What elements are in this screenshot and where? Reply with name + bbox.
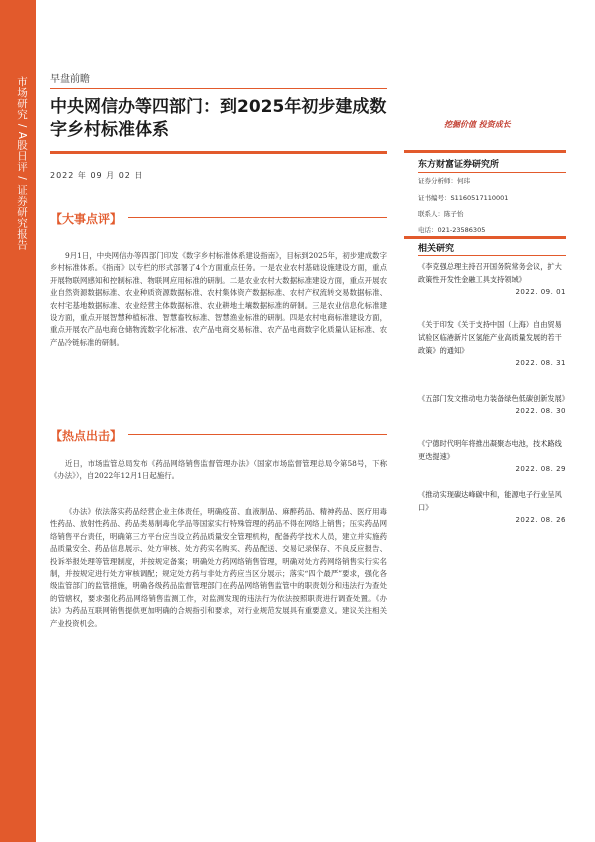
divider-thick [50, 151, 387, 154]
related-research-title: 相关研究 [418, 244, 455, 254]
section-body-events [50, 250, 387, 349]
related-item-title[interactable]: 《李克强总理主持召开国务院常务会议，扩大政策性开发性金融工具支持领域》 [418, 262, 562, 284]
related-item[interactable] [418, 318, 566, 369]
section-heading-text: 【大事点评】 [50, 210, 128, 227]
report-label: 早盘前瞻 [50, 74, 90, 85]
related-item-date: 2022. 08. 31 [515, 359, 566, 367]
contact-person: 联系人：陈子怡 [418, 210, 464, 218]
related-item-title[interactable]: 《宁德时代明年将推出凝聚态电池，技术路线更迭提速》 [418, 439, 562, 461]
phone: 电话：021-23586305 [418, 226, 486, 234]
related-item[interactable] [418, 392, 569, 417]
divider [418, 255, 566, 256]
analyst: 证券分析师：何玮 [418, 177, 470, 185]
cert-number: 证书编号：S1160517110001 [418, 194, 509, 202]
paragraph: 近日，市场监管总局发布《药品网络销售监督管理办法》（国家市场监督管理总局令第58号，下称《办法》），自2022年12月1日起施行。 [50, 459, 387, 481]
report-date: 2022 年 09 月 02 日 [50, 171, 144, 180]
section-body-hotspot-1 [50, 458, 387, 483]
section-body-hotspot-2 [50, 506, 387, 630]
section-heading-hotspot [50, 427, 387, 443]
related-item-date: 2022. 08. 30 [515, 407, 566, 415]
divider [50, 88, 387, 89]
org-name: 东方财富证券研究所 [418, 160, 500, 170]
slogan: 挖掘价值 投资成长 [444, 120, 511, 129]
related-item-title[interactable]: 《五部门发文推动电力装备绿色低碳创新发展》 [418, 394, 569, 403]
side-band [0, 0, 36, 842]
related-item-title[interactable]: 《关于印发《关于支持中国（上海）自由贸易试验区临港新片区氢能产业高质量发展的若干政策》的通知》 [418, 320, 562, 355]
paragraph: 9月1日，中央网信办等四部门印发《数字乡村标准体系建设指南》，目标到2025年，初步建成数字乡村标准体系。《指南》以专栏的形式部署了4个方面重点任务。一是农业农村基础设施建设方面，重点开展物联网感知和控制标准、物联网应用标准的研制。二是农业农村大数据标准建设方面，重点开展农业自然资源数据标准、农业种质资源数据标准、农村集体资产数据标准、农村产权流转交易数据标准、农村宅基地数据标准、农业经营主体数据标准、农业耕地土壤数据标准的研制。三是农业信息化标准建设方面，重点开展智慧种植标准、智慧畜牧标准、智慧渔业标准的研制。四是农村电商标准建设方面，重点开展农产品电商仓储物流数字化标准、农产品电商交易标准、农产品电商数字化质量认证标准、农产品冷链标准的研制。 [50, 251, 387, 347]
related-item[interactable] [418, 488, 566, 526]
paragraph: 《办法》依法落实药品经营企业主体责任，明确疫苗、血液制品、麻醉药品、精神药品、医疗用毒性药品、放射性药品、药品类易制毒化学品等国家实行特殊管理的药品不得在网络上销售；压实药品网络销售平台责任，明确第三方平台应当设立药品质量安全管理机构，配备药学技术人员，建立并实施药品质量安全、药品信息展示、处方审核、处方药实名购买、药品配送、交易记录保存、不良反应报告、投诉举报处理等管理制度，并按规定备案；明确处方药网络销售管理，明确对处方药网络销售实行实名制，并按规定进行处方审核调配；规定处方药与非处方药应当区分展示；落实“四个最严”要求，强化各级监管部门的监管措施，明确各级药品监督管理部门在药品网络销售监管中的职责划分和违法行为查处的管辖权，要求强化药品网络销售监测工作，对监测发现的违法行为依法按照职责进行调查处置。《办法》为药品互联网销售提供更加明确的合规指引和要求，对行业规范发展具有重要意义。建议关注相关产业投资机会。 [50, 507, 387, 628]
related-item-date: 2022. 09. 01 [515, 288, 566, 296]
section-heading-text: 【热点出击】 [50, 427, 128, 444]
related-item-date: 2022. 08. 29 [515, 465, 566, 473]
divider [418, 172, 566, 173]
section-heading-events [50, 210, 387, 226]
page-title: 中央网信办等四部门：到2025年初步建成数字乡村标准体系 [50, 97, 387, 140]
side-category-text: 市场研究 / A股日评 / 证券研究报告 [16, 76, 28, 251]
divider-thick [404, 150, 566, 153]
related-item[interactable] [418, 260, 566, 298]
related-item-date: 2022. 08. 26 [515, 516, 566, 524]
related-item[interactable] [418, 437, 566, 475]
divider-thick [404, 236, 566, 239]
related-item-title[interactable]: 《推动实现碳达峰碳中和，能源电子行业呈风口》 [418, 490, 562, 512]
